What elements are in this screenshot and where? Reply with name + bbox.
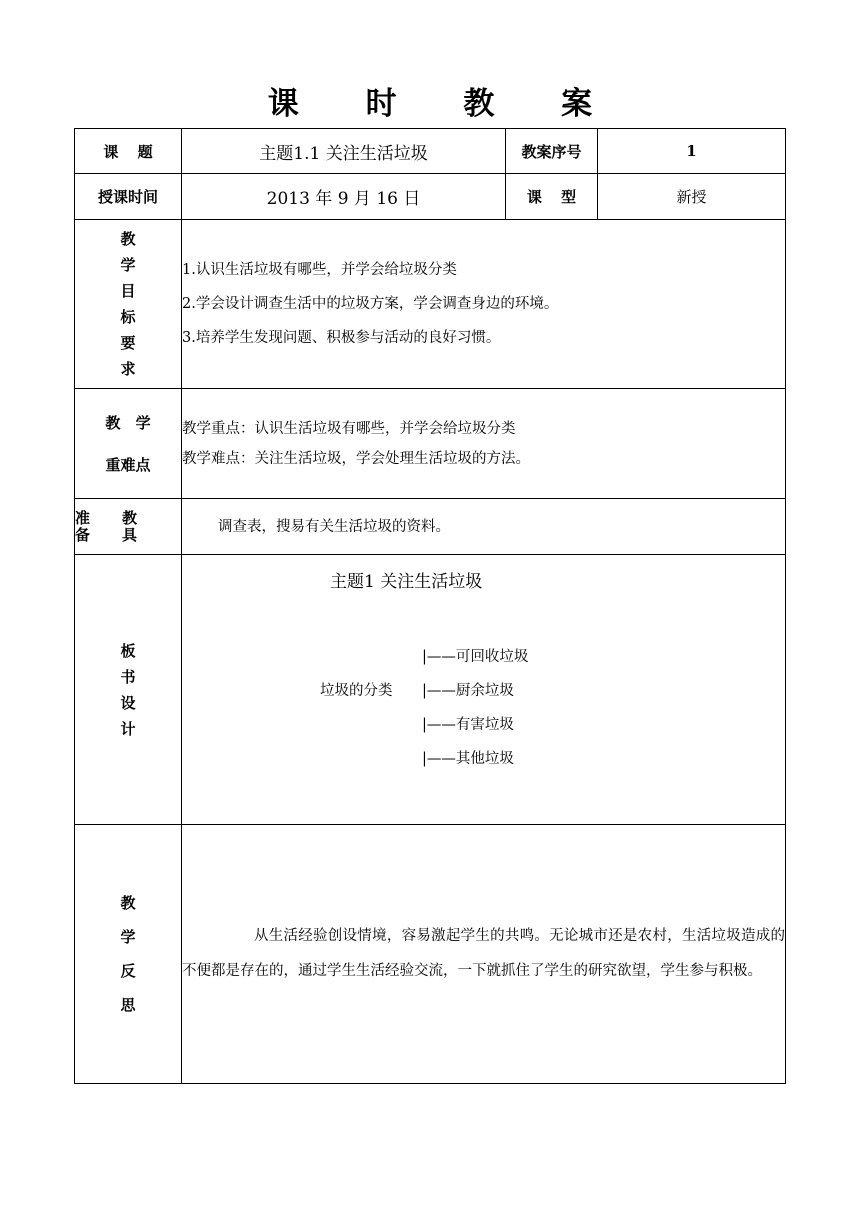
board-item: |——可回收垃圾 <box>422 649 529 665</box>
teaching-focus: 教学重点：认识生活垃圾有哪些，并学会给垃圾分类 <box>182 420 516 437</box>
topic-value: 主题1.1 关注生活垃圾 <box>182 129 506 174</box>
prep-row <box>75 499 786 555</box>
board-category: 垃圾的分类 <box>320 683 393 699</box>
lesson-type-label: 课 型 <box>506 174 598 220</box>
board-item: |——其他垃圾 <box>422 751 514 767</box>
lesson-type-value: 新授 <box>598 174 786 220</box>
topic-label: 课 题 <box>75 129 182 174</box>
lesson-number-label: 教案序号 <box>506 129 598 174</box>
board-item: |——有害垃圾 <box>422 717 514 733</box>
reflection-row <box>75 825 786 1084</box>
lesson-plan-table <box>74 128 786 1084</box>
class-time-value: 2013 年 9 月 16 日 <box>182 174 506 220</box>
teaching-difficulty: 教学难点：关注生活垃圾，学会处理生活垃圾的方法。 <box>182 450 530 467</box>
goal-item: 1.认识生活垃圾有哪些，并学会给垃圾分类 <box>182 262 457 278</box>
class-time-label: 授课时间 <box>75 174 182 220</box>
page-title: 课 时 教 案 <box>267 86 621 122</box>
reflection-label: 教 学 反 思 <box>75 825 182 1084</box>
goals-row <box>75 220 786 389</box>
prep-content: 调查表，搜易有关生活垃圾的资料。 <box>182 499 786 555</box>
lesson-number-value: 1 <box>598 129 786 174</box>
keypoints-content <box>182 389 786 499</box>
goal-item: 2.学会设计调查生活中的垃圾方案，学会调查身边的环境。 <box>182 296 559 312</box>
keypoints-row <box>75 389 786 499</box>
goals-label: 教 学 目 标 要 求 <box>75 220 182 389</box>
keypoints-label: 教 学 重难点 <box>75 389 182 499</box>
board-label: 板 书 设 计 <box>75 555 182 825</box>
topic-row <box>75 129 786 174</box>
board-row <box>75 555 786 825</box>
board-item: |——厨余垃圾 <box>422 683 514 699</box>
reflection-content: 从生活经验创设情境，容易激起学生的共鸣。无论城市还是农村，生活垃圾造成的不便都是存在的，通过学生生活经验交流，一下就抓住了学生的研究欲望，学生参与积极。 <box>182 825 786 1084</box>
board-content <box>182 555 786 825</box>
time-row <box>75 174 786 220</box>
goal-item: 3.培养学生发现问题、积极参与活动的良好习惯。 <box>182 330 501 346</box>
goals-content <box>182 220 786 389</box>
board-title: 主题1 关注生活垃圾 <box>330 572 483 592</box>
prep-label: 准 教 备 具 <box>75 499 182 555</box>
